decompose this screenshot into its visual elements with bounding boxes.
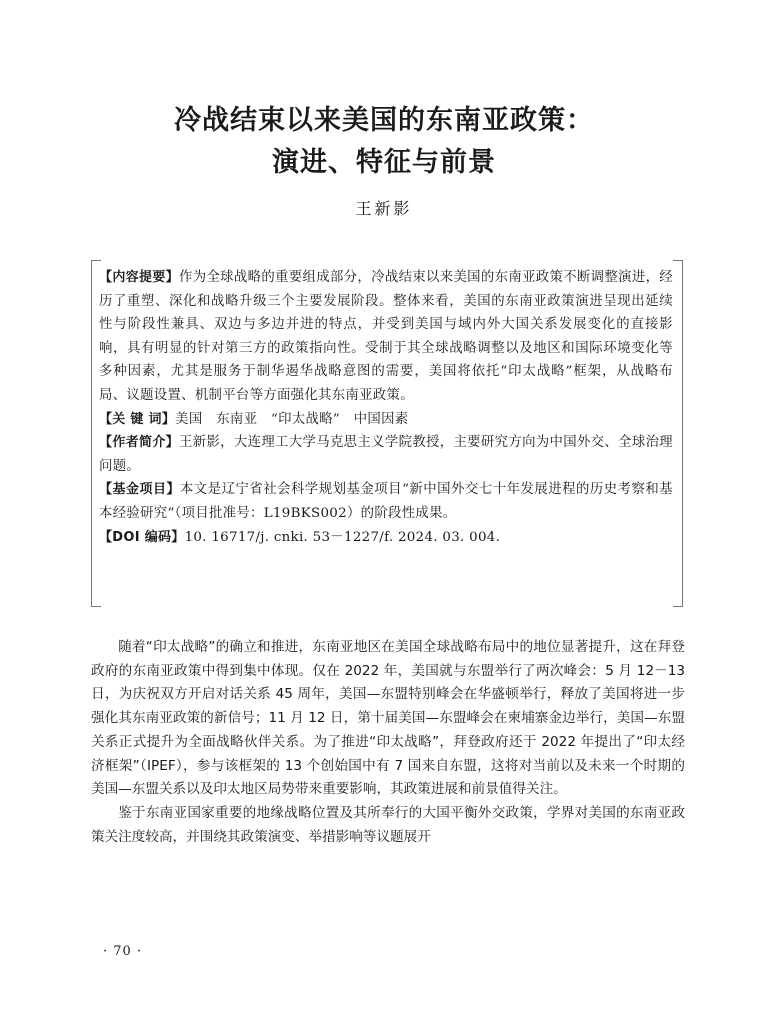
box-corner-bottom-right bbox=[673, 596, 683, 607]
author-name: 王新影 bbox=[355, 199, 413, 218]
author-bio-label: 【作者简介】 bbox=[99, 435, 179, 451]
fund-paragraph bbox=[99, 478, 673, 525]
author-bio-paragraph bbox=[99, 431, 673, 478]
keywords-paragraph bbox=[99, 408, 673, 432]
title-line-1: 冷战结束以来美国的东南亚政策： bbox=[174, 105, 594, 136]
abstract-text: 作为全球战略的重要组成部分，冷战结束以来美国的东南亚政策不断调整演进，经历了重塑、深化和战略升级三个主要发展阶段。整体来看，美国的东南亚政策演进呈现出延续性与阶段性兼具、双边与多边并进的特点，并受到美国与域内外大国关系发展变化的直接影响，具有明显的针对第三方的政策指向性。受制于其全球战略调整以及地区和国际环境变化等多种因素，尤其是服务于制华遏华战略意图的需要，美国将依托“印太战略”框架，从战略布局、议题设置、机制平台等方面强化其东南亚政策。 bbox=[99, 270, 673, 403]
body-paragraph-1: 随着“印太战略”的确立和推进，东南亚地区在美国全球战略布局中的地位显著提升，这在拜登政府的东南亚政策中得到集中体现。仅在 2022 年，美国就与东盟举行了两次峰会：5 月 12－13 日，为庆祝双方开启对话关系 45 周年，美国—东盟特别峰会在华盛顿举行，释放了美国将进一步强化其东南亚政策的新信号；11 月 12 日，第十届美国—东盟峰会在柬埔寨金边举行，美国—东盟关系正式提升为全面战略伙伴关系。为了推进“印太战略”，拜登政府还于 2022 年提出了“印太经济框架”（IPEF），参与该框架的 13 个创始国中有 7 国来自东盟，这将对当前以及未来一个时期的美国—东盟关系以及印太地区局势带来重要影响，其政策进展和前景值得关注。 bbox=[91, 639, 685, 798]
body-paragraph-2: 鉴于东南亚国家重要的地缘战略位置及其所奉行的大国平衡外交政策，学界对美国的东南亚政策关注度较高，并围绕其政策演变、举措影响等议题展开 bbox=[91, 804, 685, 845]
doi-label: 【DOI 编码】 bbox=[99, 529, 185, 545]
doi-paragraph bbox=[99, 526, 673, 550]
abstract-content bbox=[99, 266, 673, 549]
abstract-label: 【内容提要】 bbox=[99, 270, 179, 285]
keywords-text: 美国 东南亚 “印太战略” 中国因素 bbox=[175, 411, 409, 427]
fund-text: 本文是辽宁省社会科学规划基金项目“新中国外交七十年发展进程的历史考察和基本经验研究”（项目批准号：L19BKS002）的阶段性成果。 bbox=[99, 482, 673, 521]
abstract-paragraph bbox=[99, 266, 673, 408]
author-bio-text: 王新影，大连理工大学马克思主义学院教授，主要研究方向为中国外交、全球治理问题。 bbox=[99, 435, 673, 474]
article-body bbox=[91, 636, 685, 849]
article-title bbox=[0, 100, 768, 184]
abstract-box bbox=[91, 260, 683, 607]
title-line-2: 演进、特征与前景 bbox=[272, 147, 496, 178]
fund-label: 【基金项目】 bbox=[99, 482, 180, 498]
box-corner-top-right bbox=[673, 260, 683, 271]
page-number: · 70 · bbox=[103, 944, 143, 959]
doi-text: 10. 16717/j. cnki. 53－1227/f. 2024. 03. 004. bbox=[184, 529, 501, 545]
keywords-label: 【关 键 词】 bbox=[99, 411, 176, 427]
